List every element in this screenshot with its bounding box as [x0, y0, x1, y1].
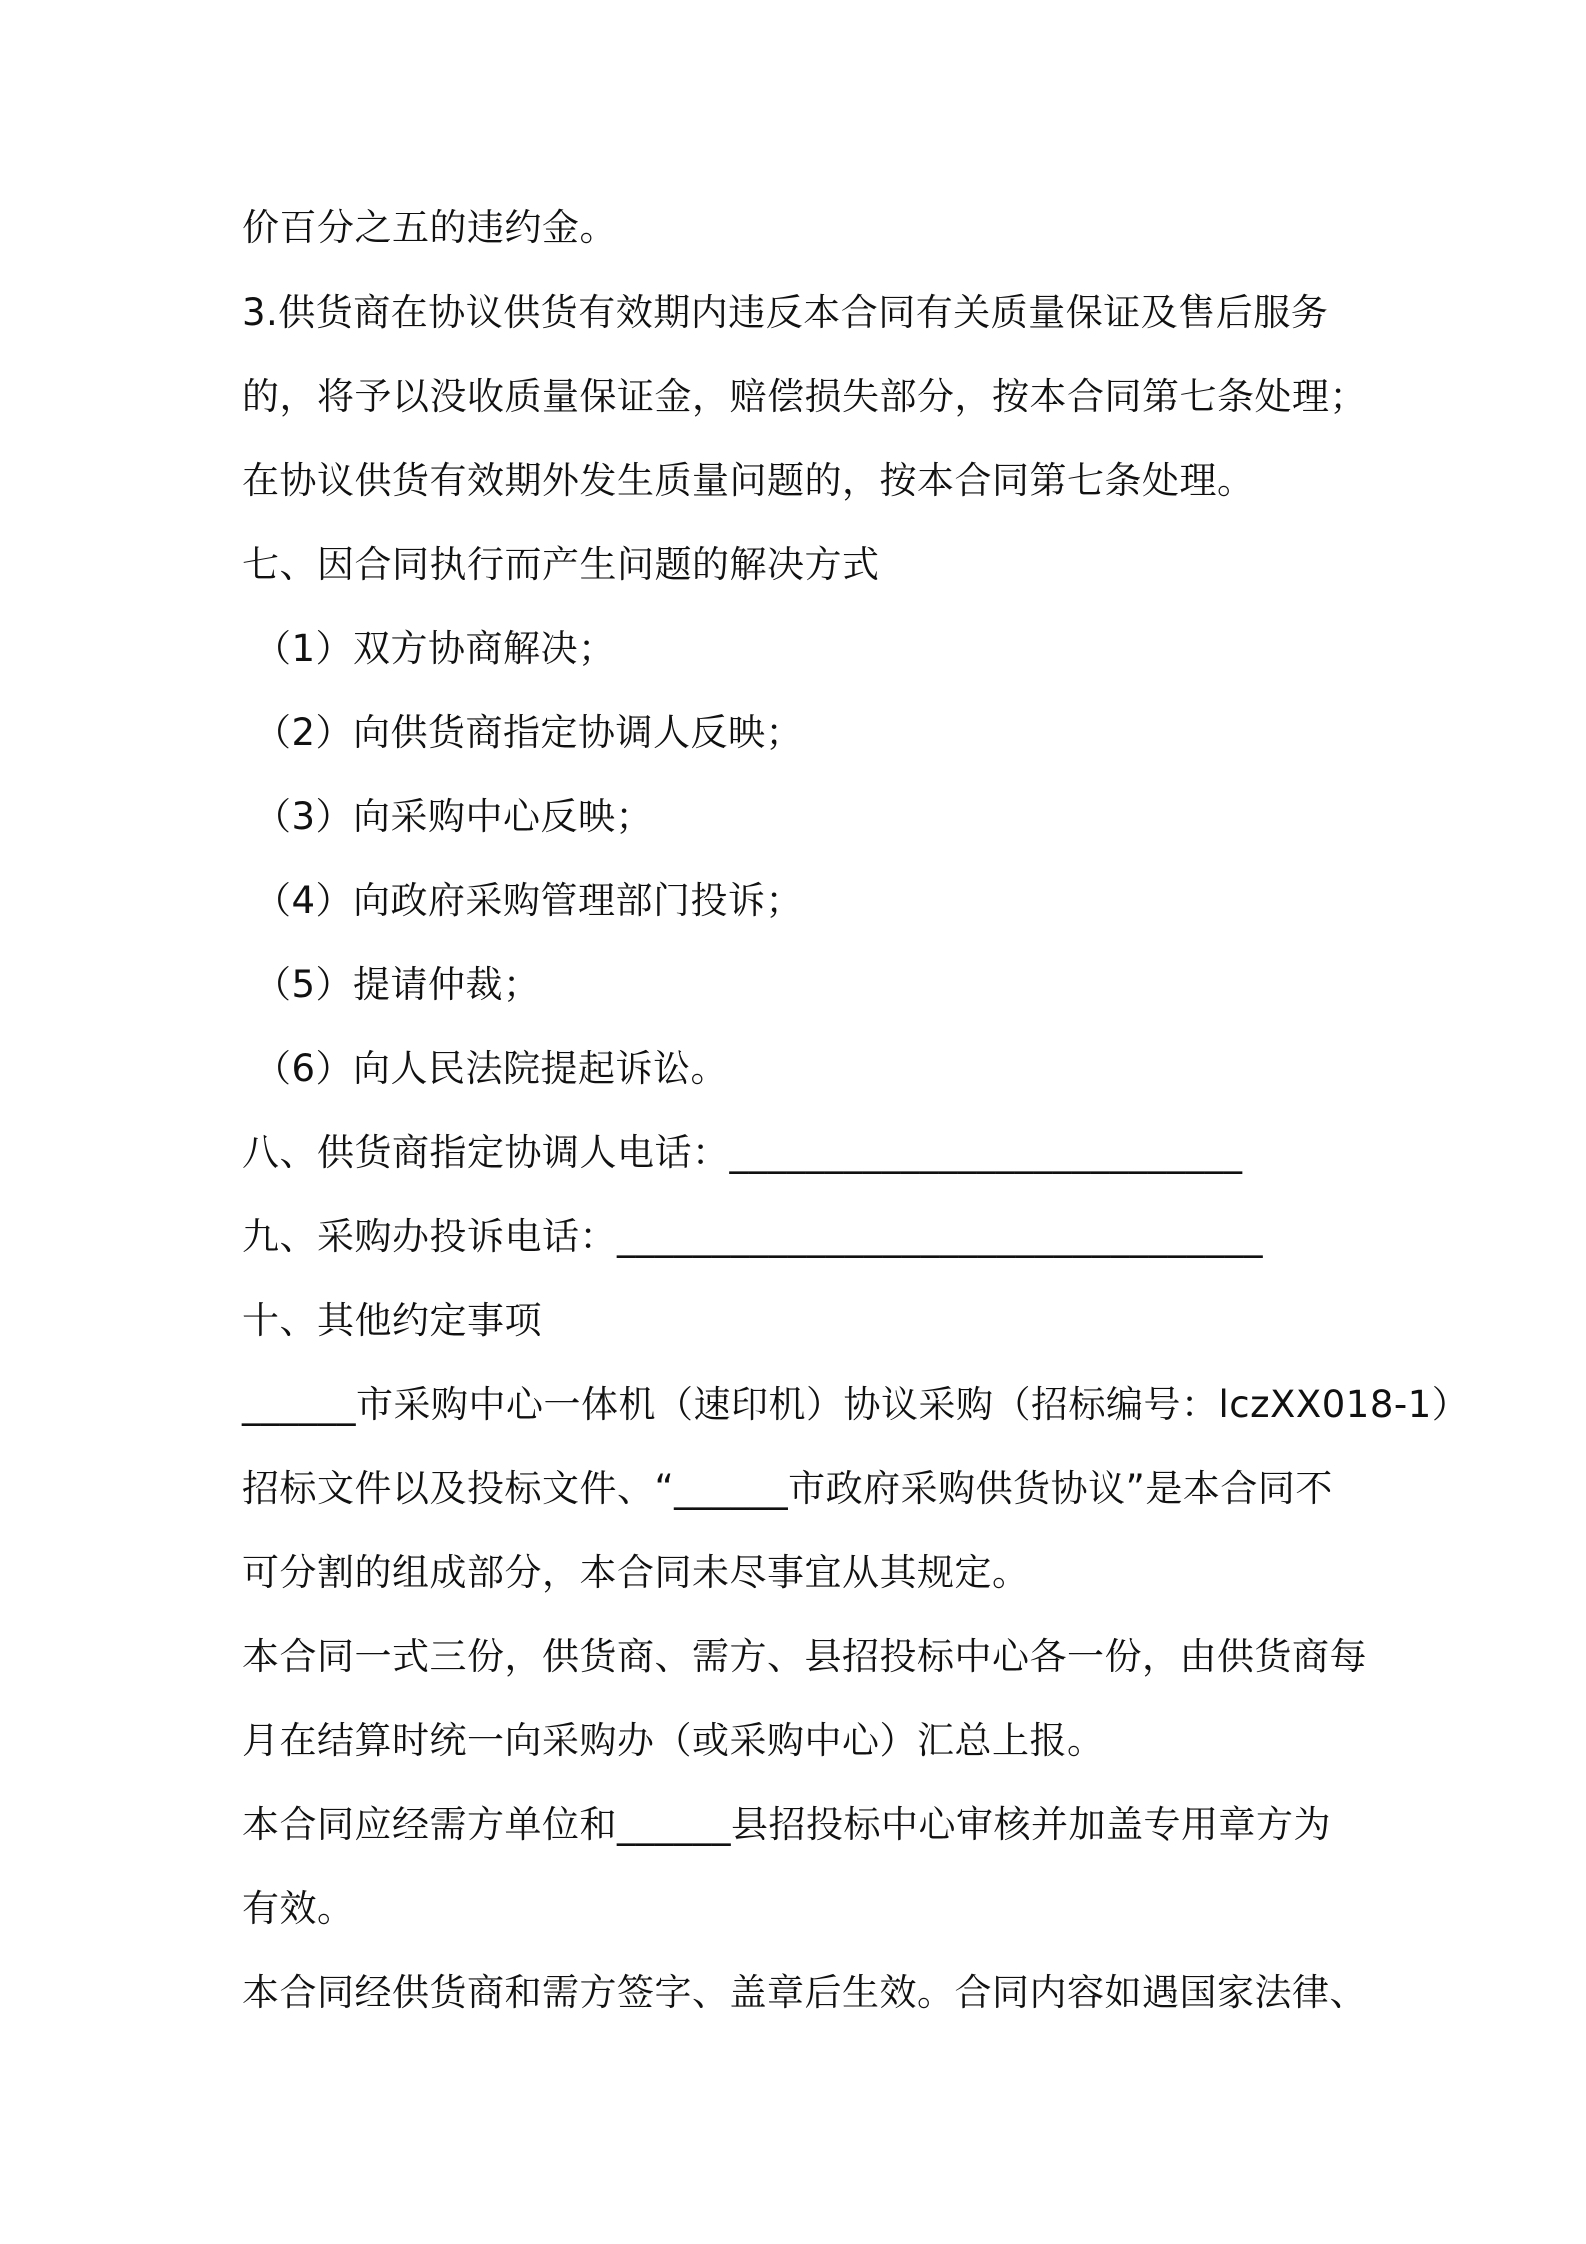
- list-item: （2）向供货商指定协调人反映；: [254, 711, 804, 754]
- text-line: 本合同应经需方单位和______县招投标中心审核并加盖专用章方为: [242, 1803, 1331, 1846]
- list-item: （1）双方协商解决；: [254, 627, 616, 670]
- text-line: 在协议供货有效期外发生质量问题的，按本合同第七条处理。: [242, 459, 1255, 502]
- text-line: 有效。: [242, 1887, 355, 1930]
- text-line: 月在结算时统一向采购办（或采购中心）汇总上报。: [242, 1719, 1105, 1762]
- list-item: （4）向政府采购管理部门投诉；: [254, 879, 804, 922]
- text-line: ______市采购中心一体机（速印机）协议采购（招标编号：lczXX018-1）: [242, 1383, 1470, 1426]
- section-heading-eight: 八、供货商指定协调人电话：___________________________: [242, 1131, 1243, 1174]
- text-line: 3.供货商在协议供货有效期内违反本合同有关质量保证及售后服务: [242, 291, 1329, 334]
- text-line: 的，将予以没收质量保证金，赔偿损失部分，按本合同第七条处理；: [242, 375, 1367, 418]
- text-line: 价百分之五的违约金。: [242, 206, 617, 249]
- section-heading-ten: 十、其他约定事项: [242, 1299, 542, 1342]
- text-line: 可分割的组成部分，本合同未尽事宜从其规定。: [242, 1551, 1030, 1594]
- section-heading-seven: 七、因合同执行而产生问题的解决方式: [242, 543, 880, 586]
- text-line: 招标文件以及投标文件、“______市政府采购供货协议”是本合同不: [242, 1467, 1333, 1510]
- list-item: （3）向采购中心反映；: [254, 795, 654, 838]
- text-line: 本合同经供货商和需方签字、盖章后生效。合同内容如遇国家法律、: [242, 1971, 1367, 2014]
- section-heading-nine: 九、采购办投诉电话：__________________________________: [242, 1215, 1263, 1258]
- text-line: 本合同一式三份，供货商、需方、县招投标中心各一份，由供货商每: [242, 1635, 1367, 1678]
- list-item: （5）提请仲裁；: [254, 963, 541, 1006]
- list-item: （6）向人民法院提起诉讼。: [254, 1047, 729, 1090]
